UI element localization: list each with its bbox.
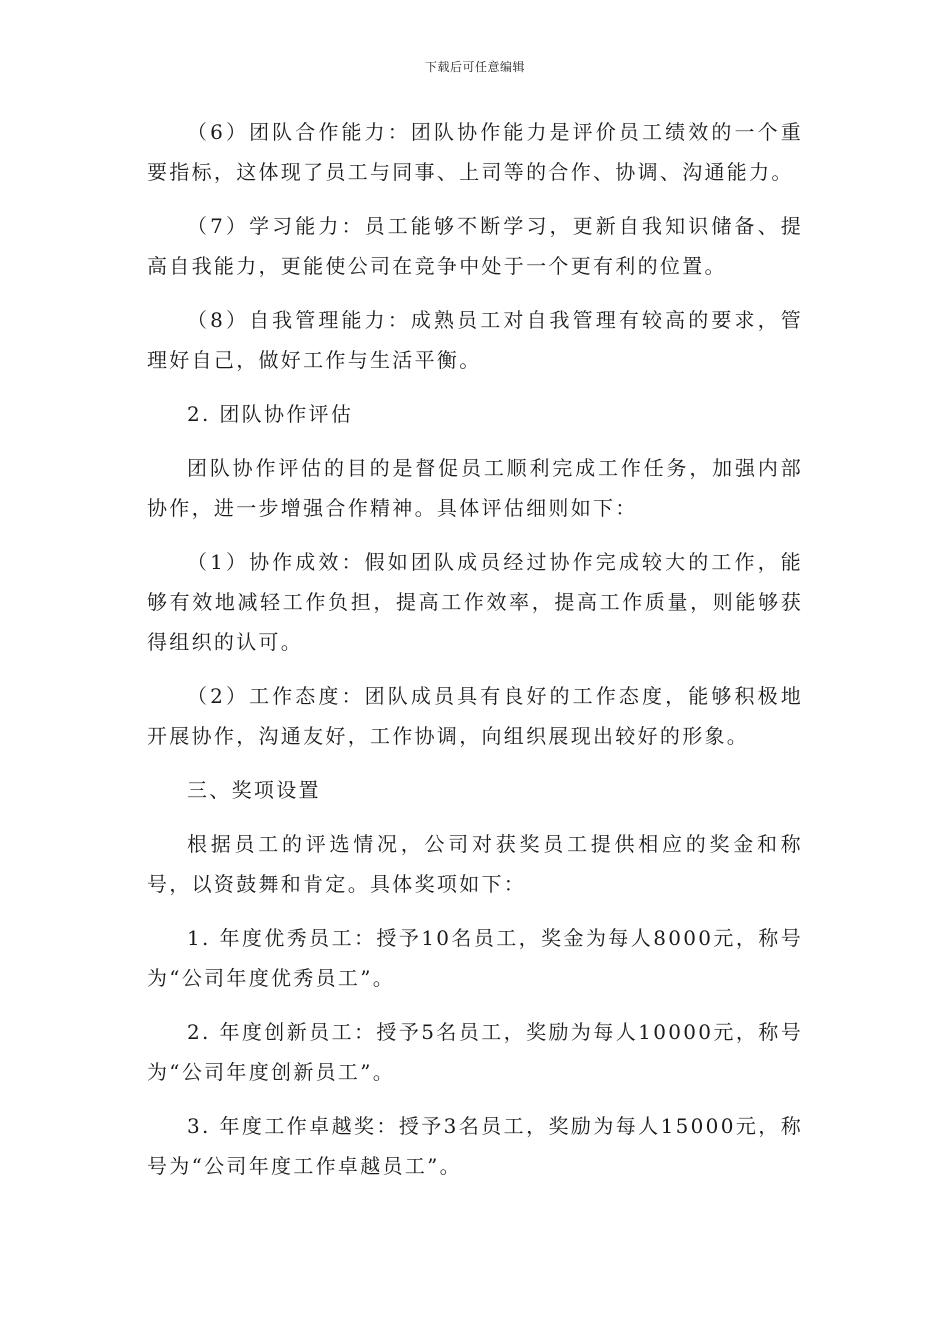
paragraph-teamwork-ability: （6）团队合作能力：团队协作能力是评价员工绩效的一个重要指标，这体现了员工与同事、上司等的合作、协调、沟通能力。	[147, 120, 803, 184]
paragraph-awards-intro: 根据员工的评选情况，公司对获奖员工提供相应的奖金和称号，以资鼓舞和肯定。具体奖项如下：	[147, 832, 803, 896]
section-heading-awards: 三、奖项设置	[187, 778, 321, 802]
document-body	[147, 112, 803, 1200]
header-note: 下载后可任意编辑	[424, 60, 525, 74]
section-heading-team-evaluation: 2. 团队协作评估	[187, 402, 354, 426]
paragraph-learning-ability: （7）学习能力：员工能够不断学习，更新自我知识储备、提高自我能力，更能使公司在竞争中处于一个更有利的位置。	[147, 214, 803, 278]
paragraph-collaboration-results: （1）协作成效：假如团队成员经过协作完成较大的工作，能够有效地减轻工作负担，提高工作效率，提高工作质量，则能够获得组织的认可。	[147, 550, 803, 654]
paragraph-award-excellent-employee: 1. 年度优秀员工：授予10名员工，奖金为每人8000元，称号为“公司年度优秀员工”。	[147, 926, 803, 990]
paragraph-team-evaluation-intro: 团队协作评估的目的是督促员工顺利完成工作任务，加强内部协作，进一步增强合作精神。具体评估细则如下：	[147, 456, 803, 520]
paragraph-self-management: （8）自我管理能力：成熟员工对自我管理有较高的要求，管理好自己，做好工作与生活平衡。	[147, 308, 803, 372]
paragraph-award-innovative-employee: 2. 年度创新员工：授予5名员工，奖励为每人10000元，称号为“公司年度创新员工”。	[147, 1020, 803, 1084]
paragraph-award-outstanding-work: 3. 年度工作卓越奖：授予3名员工，奖励为每人15000元，称号为“公司年度工作卓越员工”。	[147, 1114, 803, 1178]
paragraph-work-attitude: （2）工作态度：团队成员具有良好的工作态度，能够积极地开展协作，沟通友好，工作协调，向组织展现出较好的形象。	[147, 684, 803, 748]
